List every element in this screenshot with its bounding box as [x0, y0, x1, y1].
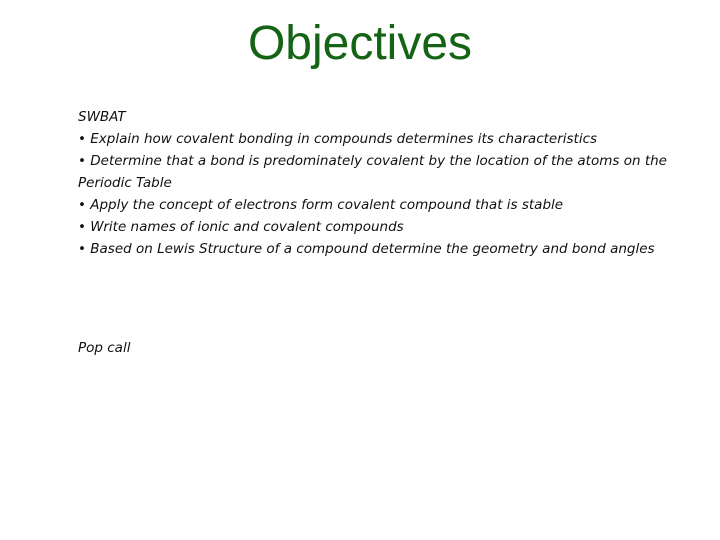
objectives-heading: SWBAT — [78, 109, 126, 125]
objective-item: • Based on Lewis Structure of a compound determine the geometry and bond angles — [78, 241, 655, 257]
objective-item: • Determine that a bond is predominately covalent by the location of the atoms on the Periodic Table — [78, 153, 667, 191]
slide-title: Objectives — [247, 17, 473, 70]
footer-note: Pop call — [78, 340, 131, 356]
objective-item: • Apply the concept of electrons form covalent compound that is stable — [78, 197, 564, 213]
objectives-body — [78, 106, 708, 359]
objective-item: • Explain how covalent bonding in compounds determines its characteristics — [78, 131, 598, 147]
objective-item: • Write names of ionic and covalent compounds — [78, 219, 404, 235]
spacer — [78, 260, 708, 337]
